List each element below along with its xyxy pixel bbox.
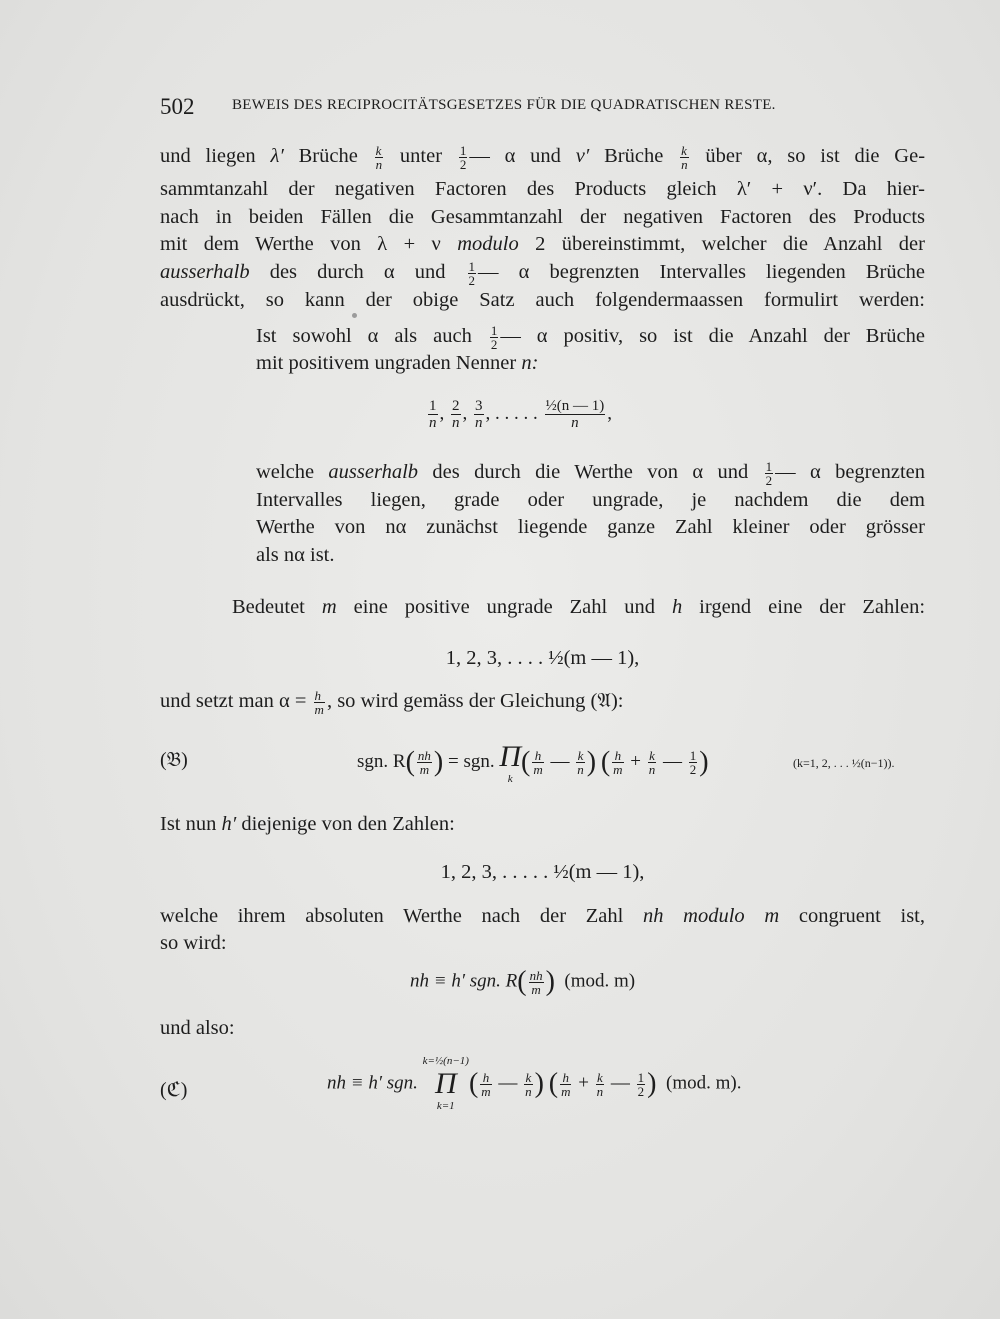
text-line: welche ausserhalb des durch die Werthe von α und $\frac{1}{2}$ — α begrenzten (256, 458, 925, 488)
fraction-sequence: $\frac{1}{n}$ , $\frac{2}{n}$ , $\frac{3}{n}$ , . . . . . $\frac{\text{½(n — 1)}}{n}$ , (429, 398, 612, 431)
equation-label-b: (𝔅) (160, 749, 188, 771)
fraction-half: $\frac{1}{2}$ (490, 322, 498, 352)
ink-mark (352, 313, 357, 318)
text-line: ausdrückt, so kann der obige Satz auch folgendermaassen formulirt werden: (160, 289, 925, 311)
text-line: Ist nun h′ diejenige von den Zahlen: (160, 813, 455, 835)
text-line: als nα ist. (256, 544, 335, 566)
number-sequence: 1, 2, 3, . . . . ½(m — 1), (445, 647, 640, 669)
fraction-half: $\frac{1}{2}$ (765, 458, 773, 488)
text-line: ausserhalb des durch α und $\frac{1}{2}$ — α begrenzten Intervalles liegenden Brüche (160, 258, 926, 288)
page-number: 502 (160, 94, 195, 119)
congruence: nh ≡ h′ sgn. R( $\frac{nh}{m}$ ) (mod. m) (410, 966, 636, 997)
text-line: so wird: (160, 932, 227, 954)
text-line: Intervalles liegen, grade oder ungrade, je nachdem die dem (256, 489, 925, 511)
text-line: welche ihrem absoluten Werthe nach der Zahl nh modulo m congruent ist, (160, 905, 926, 927)
text-line: sammtanzahl der negativen Factoren des Products gleich λ′ + ν′. Da hier- (160, 178, 925, 200)
equation-label-c: (ℭ) (160, 1079, 188, 1101)
text-line: und liegen λ′ Brüche $\frac{k}{n}$ unter $\frac{1}{2}$ — α und ν′ Brüche $\frac{k}{n}$ über α, so ist die Ge- (160, 142, 926, 172)
text-line: und setzt man α = $\frac{h}{m}$ , so wird gemäss der Gleichung (𝔄): (160, 687, 624, 717)
fraction-half: $\frac{1}{2}$ (459, 142, 467, 172)
equation-b: sgn. R( $\frac{nh}{m}$ ) = sgn. Π k ( $\frac{h}{m}$ — $\frac{k}{n}$ ) ( $\frac{h}{m}$ + $\frac{k}{n}$ — $\frac{1}{2}$ ) (357, 740, 709, 785)
text-line: Ist sowohl α als auch $\frac{1}{2}$ — α positiv, so ist die Anzahl der Brüche (256, 322, 926, 352)
number-sequence: 1, 2, 3, . . . . . ½(m — 1), (440, 861, 645, 883)
text-line: mit positivem ungraden Nenner n: (256, 352, 539, 374)
equation-c: nh ≡ h′ sgn. k=½(n−1) Π k=1 ( $\frac{h}{m}$ — $\frac{k}{n}$ ) ( $\frac{h}{m}$ + $\frac{k}{n}$ — $\frac{1}{2}$ ) (mod. m). (327, 1055, 742, 1112)
running-title: BEWEIS DES RECIPROCITÄTSGESETZES FÜR DIE QUADRATISCHEN RESTE. (232, 97, 776, 113)
text-line: nach in beiden Fällen die Gesammtanzahl der negativen Factoren des Products (160, 206, 925, 228)
fraction-k-n: $\frac{k}{n}$ (681, 142, 688, 172)
fraction-half: $\frac{1}{2}$ (468, 258, 476, 288)
text-line: und also: (160, 1017, 235, 1039)
text-line: Bedeutet m eine positive ungrade Zahl und h irgend eine der Zahlen: (232, 596, 926, 618)
equation-range: (k=1, 2, . . . ½(n−1)). (793, 756, 895, 770)
text-line: Werthe von nα zunächst liegende ganze Zahl kleiner oder grösser (256, 516, 925, 538)
fraction-k-n: $\frac{k}{n}$ (375, 142, 383, 172)
fraction-h-m: $\frac{h}{m}$ (314, 687, 324, 717)
text-line: mit dem Werthe von λ + ν modulo 2 übereinstimmt, welcher die Anzahl der (160, 233, 925, 255)
